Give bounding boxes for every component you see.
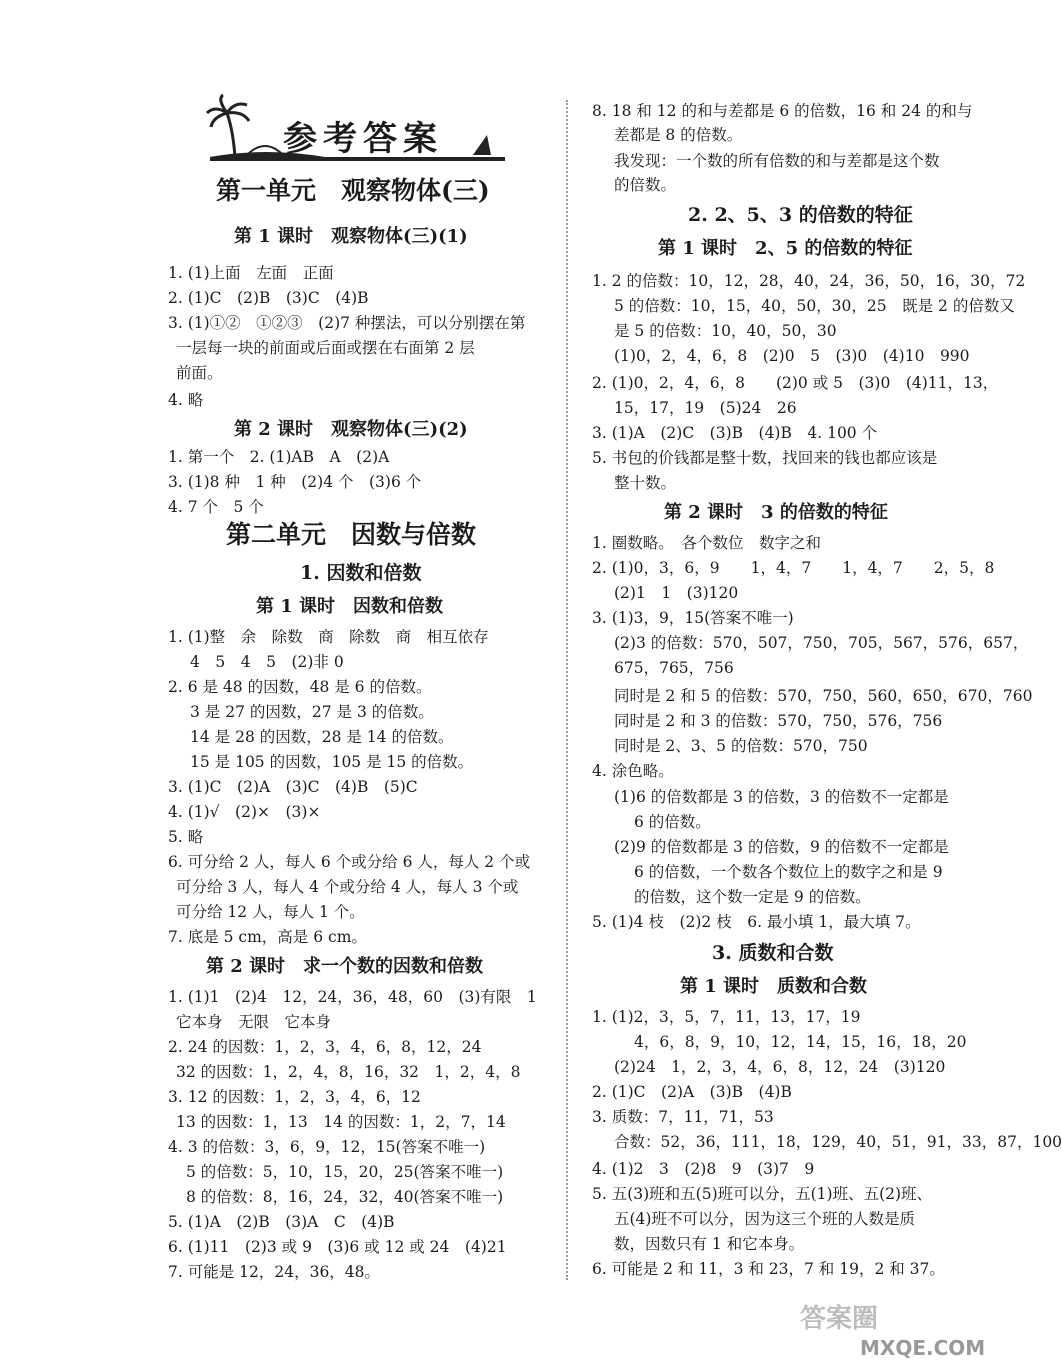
answer-line: 3. (1)①② ①②③ (2)7 种摆法，可以分别摆在第: [168, 314, 526, 332]
answer-line: 5. (1)4 枝 (2)2 枝 6. 最小填 1，最大填 7。: [592, 913, 921, 931]
answer-line: 5 的倍数：10，15，40，50，30，25 既是 2 的倍数又: [614, 297, 1015, 315]
answer-line: 我发现：一个数的所有倍数的和与差都是这个数: [614, 152, 940, 170]
unit-heading: 第一单元 观察物体(三): [216, 176, 490, 205]
answer-line: 的倍数。: [614, 176, 677, 194]
answer-line: 同时是 2 和 3 的倍数：570，750，576，756: [614, 712, 943, 730]
answer-line: 6. (1)11 (2)3 或 9 (3)6 或 12 或 24 (4)21: [168, 1238, 507, 1256]
answer-line: 5. 书包的价钱都是整十数，找回来的钱也都应该是: [592, 449, 938, 467]
answer-line: 5. (1)A (2)B (3)A C (4)B: [168, 1213, 395, 1231]
answer-line: 4 5 4 5 (2)非 0: [190, 653, 344, 671]
answer-line: 2. (1)C (2)B (3)C (4)B: [168, 289, 369, 307]
answer-line: 15，17，19 (5)24 26: [614, 399, 797, 417]
answer-line: 4. (1)2 3 (2)8 9 (3)7 9: [592, 1160, 815, 1178]
answer-line: 2. (1)0，3，6，9 1，4，7 1，4，7 2，5，8: [592, 559, 995, 577]
lesson-heading: 第 1 课时 2、5 的倍数的特征: [658, 238, 913, 259]
answer-line: (1)0，2，4，6，8 (2)0 5 (3)0 (4)10 990: [614, 347, 970, 365]
lesson-heading: 第 1 课时 质数和合数: [680, 976, 868, 997]
answer-line: (1)6 的倍数都是 3 的倍数，3 的倍数不一定都是: [614, 788, 949, 806]
section-heading: 1. 因数和倍数: [300, 562, 422, 584]
answer-line: 的倍数，这个数一定是 9 的倍数。: [634, 888, 871, 906]
answer-line: 可分给 3 人，每人 4 个或分给 4 人，每人 3 个或: [176, 878, 519, 896]
answer-line: (2)1 1 (3)120: [614, 584, 739, 602]
answer-line: 7. 底是 5 cm，高是 6 cm。: [168, 928, 367, 946]
column-divider: [566, 100, 568, 1280]
answer-line: 3 是 27 的因数，27 是 3 的倍数。: [190, 703, 434, 721]
lesson-heading: 第 2 课时 3 的倍数的特征: [664, 502, 888, 523]
answer-line: 1. (1)上面 左面 正面: [168, 264, 334, 282]
answer-line: 前面。: [176, 364, 223, 382]
lesson-heading: 第 1 课时 观察物体(三)(1): [234, 226, 468, 247]
lesson-heading: 第 2 课时 观察物体(三)(2): [234, 419, 468, 440]
answer-line: 2. 6 是 48 的因数，48 是 6 的倍数。: [168, 678, 432, 696]
answer-line: 3. (1)3，9，15(答案不唯一): [592, 609, 794, 627]
answer-line: 3. 12 的因数：1，2，3，4，6，12: [168, 1088, 421, 1106]
watermark-url: MXQE.COM: [860, 1336, 986, 1360]
answer-line: (2)24 1，2，3，4，6，8，12，24 (3)120: [614, 1058, 946, 1076]
answer-line: 14 是 28 的因数，28 是 14 的倍数。: [190, 728, 454, 746]
answer-line: 8 的倍数：8，16，24，32，40(答案不唯一): [186, 1188, 504, 1206]
answer-line: 1. 圈数略。 各个数位 数字之和: [592, 534, 821, 552]
answer-line: (2)9 的倍数都是 3 的倍数，9 的倍数不一定都是: [614, 838, 949, 856]
answer-line: 6 的倍数。: [634, 813, 711, 831]
answer-line: 同时是 2、3、5 的倍数：570，750: [614, 737, 868, 755]
answer-line: 675，765，756: [614, 659, 734, 677]
answer-line: 5. 五(3)班和五(5)班可以分，五(1)班、五(2)班、: [592, 1185, 933, 1203]
answer-line: 6. 可分给 2 人，每人 6 个或分给 6 人，每人 2 个或: [168, 853, 531, 871]
lesson-heading: 第 2 课时 求一个数的因数和倍数: [206, 956, 484, 977]
answer-line: 13 的因数：1，13 14 的因数：1，2，7，14: [176, 1113, 506, 1131]
answer-line: 2. 24 的因数：1，2，3，4，6，8，12，24: [168, 1038, 482, 1056]
answer-line: 4. 略: [168, 391, 204, 409]
answer-line: 3. (1)8 种 1 种 (2)4 个 (3)6 个: [168, 473, 422, 491]
answer-line: 1. (1)2，3，5，7，11，13，17，19: [592, 1008, 861, 1026]
section-heading: 2. 2、5、3 的倍数的特征: [688, 204, 913, 226]
answer-line: 15 是 105 的因数，105 是 15 的倍数。: [190, 753, 474, 771]
answer-line: 32 的因数：1，2，4，8，16，32 1，2，4，8: [176, 1063, 521, 1081]
answer-line: (2)3 的倍数：570，507，750，705，567，576，657，: [614, 634, 1029, 652]
answer-line: 7. 可能是 12，24，36，48。: [168, 1263, 381, 1281]
answer-line: 4. 3 的倍数：3，6，9，12，15(答案不唯一): [168, 1138, 486, 1156]
answer-line: 4. (1)√ (2)× (3)×: [168, 803, 321, 821]
answer-line: 数，因数只有 1 和它本身。: [614, 1235, 805, 1253]
answer-line: 整十数。: [614, 474, 677, 492]
answer-banner: [205, 95, 505, 165]
answer-line: 4. 涂色略。: [592, 762, 674, 780]
answer-line: 2. (1)C (2)A (3)B (4)B: [592, 1083, 792, 1101]
answer-line: 可分给 12 人，每人 1 个。: [176, 903, 365, 921]
answer-line: 3. (1)C (2)A (3)C (4)B (5)C: [168, 778, 418, 796]
answer-line: 合数：52，36，111，18，129，40，51，91，33，87，100: [614, 1133, 1062, 1151]
answer-line: 是 5 的倍数：10，40，50，30: [614, 322, 837, 340]
answer-line: 它本身 无限 它本身: [176, 1013, 332, 1031]
unit-heading: 第二单元 因数与倍数: [226, 520, 477, 549]
section-heading: 3. 质数和合数: [712, 942, 834, 964]
answer-line: 差都是 8 的倍数。: [614, 126, 743, 144]
answer-line: 3. (1)A (2)C (3)B (4)B 4. 100 个: [592, 424, 878, 442]
page-title: 参考答案: [283, 119, 443, 159]
answer-line: 1. (1)整 余 除数 商 除数 商 相互依存: [168, 628, 489, 646]
answer-line: 1. 第一个 2. (1)AB A (2)A: [168, 448, 390, 466]
answer-line: 一层每一块的前面或后面或摆在右面第 2 层: [176, 339, 475, 357]
lesson-heading: 第 1 课时 因数和倍数: [256, 596, 444, 617]
answer-line: 4，6，8，9，10，12，14，15，16，18，20: [634, 1033, 967, 1051]
answer-line: 1. 2 的倍数：10，12，28，40，24，36，50，16，30，72: [592, 272, 1026, 290]
answer-line: 6. 可能是 2 和 11，3 和 23，7 和 19，2 和 37。: [592, 1260, 945, 1278]
answer-line: 同时是 2 和 5 的倍数：570，750，560，650，670，760: [614, 687, 1033, 705]
answer-line: 五(4)班不可以分，因为这三个班的人数是质: [614, 1210, 915, 1228]
answer-line: 5 的倍数：5，10，15，20，25(答案不唯一): [186, 1163, 504, 1181]
watermark-logo: 答案圈: [800, 1304, 879, 1334]
answer-line: 1. (1)1 (2)4 12，24，36，48，60 (3)有限 1: [168, 988, 537, 1006]
answer-line: 6 的倍数，一个数各个数位上的数字之和是 9: [634, 863, 943, 881]
answer-line: 5. 略: [168, 828, 204, 846]
answer-line: 4. 7 个 5 个: [168, 498, 264, 516]
answer-line: 2. (1)0，2，4，6，8 (2)0 或 5 (3)0 (4)11，13，: [592, 374, 999, 392]
answer-line: 3. 质数：7，11，71，53: [592, 1108, 774, 1126]
answer-line: 8. 18 和 12 的和与差都是 6 的倍数，16 和 24 的和与: [592, 102, 973, 120]
